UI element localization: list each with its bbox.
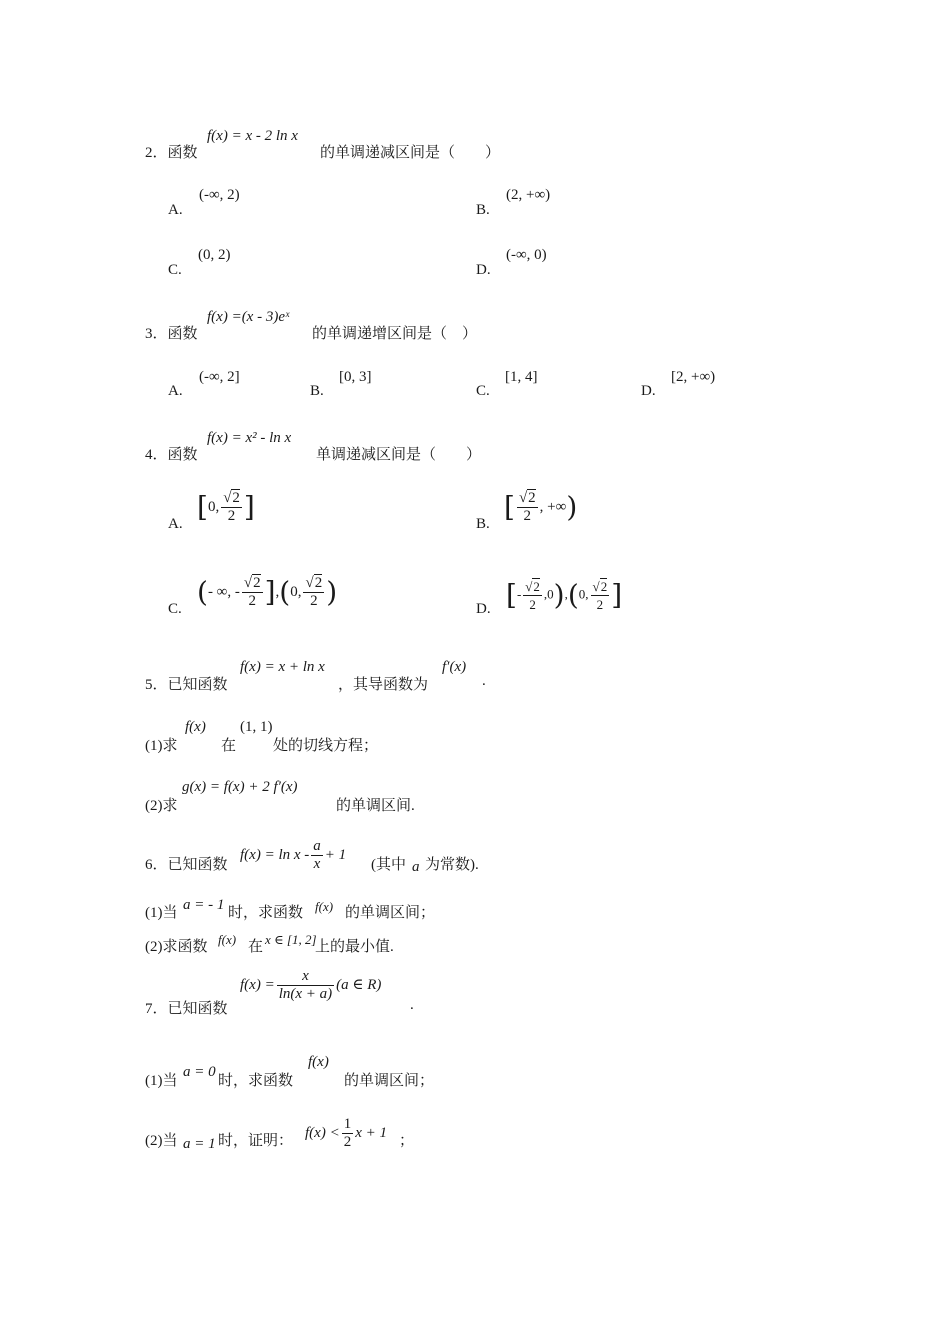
q4-option-c-label: C.: [168, 601, 182, 617]
q7-number: 7．已知函数: [145, 1001, 228, 1017]
q5-mid: ，其导函数为: [338, 677, 429, 693]
q7-p2-lhs: f(x) <: [305, 1124, 340, 1141]
q6-paren: (其中: [371, 857, 406, 873]
q6-paren-tail: 为常数).: [425, 857, 479, 873]
q2-option-b-label: B.: [476, 202, 490, 218]
q2-option-d-label: D.: [476, 262, 491, 278]
q6-p2-range: x ∈ [1, 2]: [265, 932, 317, 947]
q7-p2-rhs: x + 1: [355, 1124, 387, 1141]
q6-formula-lead: f(x) = ln x -: [240, 846, 310, 863]
q6-frac-num: a: [313, 838, 321, 854]
q7-p2-end: ；: [399, 1133, 415, 1149]
q4-option-d-label: D.: [476, 601, 491, 617]
q5-p1-point: (1, 1): [240, 719, 273, 735]
q7-cond: (a ∈ R): [336, 976, 382, 993]
q5-formula: f(x) = x + ln x: [240, 659, 325, 675]
q7-p1-f: f(x): [308, 1054, 329, 1070]
q3-option-c: [1, 4]: [505, 369, 538, 385]
q2-option-a: (-∞, 2): [199, 187, 240, 203]
q5-p1-mid: 在: [221, 738, 237, 754]
q6-p1-tail: 的单调区间；: [345, 905, 436, 921]
q3-option-b: [0, 3]: [339, 369, 372, 385]
q3-formula: f(x) =(x - 3)eˣ: [207, 309, 290, 325]
q7-p1-tail: 的单调区间；: [344, 1073, 435, 1089]
q4-option-b: [ $\frac{√2}{2}$ , +∞): [504, 490, 578, 524]
q7-p2-frac-den: 2: [343, 1134, 352, 1150]
q6-formula: [240, 838, 346, 873]
q6-frac-den: x: [313, 856, 321, 872]
q6-number: 6．已知函数: [145, 857, 228, 873]
q7-p2-cond: a = 1: [183, 1136, 216, 1152]
q6-plus: + 1: [324, 846, 347, 863]
q4-option-a-label: A.: [168, 516, 183, 532]
q5-p2-tail: 的单调区间.: [336, 798, 415, 814]
q7-formula-lead: f(x) =: [240, 976, 275, 993]
q5-p2-pre: (2)求: [145, 798, 178, 814]
q3-tail: 的单调递增区间是（ ）: [312, 326, 478, 342]
q3-option-d: [2, +∞): [671, 369, 716, 385]
q6-p2-f: f(x): [218, 932, 237, 947]
q5-p1-pre: (1)求: [145, 738, 178, 754]
q7-frac-den: ln(x + a): [278, 986, 333, 1002]
q7-p2-frac-num: 1: [343, 1116, 352, 1132]
q2-option-c-label: C.: [168, 262, 182, 278]
q3-number: 3．函数: [145, 326, 198, 342]
q4-number: 4．函数: [145, 447, 198, 463]
q3-option-b-label: B.: [310, 383, 324, 399]
q7-frac-num: x: [277, 968, 334, 986]
q4-option-c: (- ∞, - $\frac{√2}{2}$ ],(0, $\frac{√2}{2}$ ): [197, 575, 338, 609]
q7-p1-pre: (1)当: [145, 1073, 178, 1089]
q6-p2-tail: 上的最小值.: [315, 939, 394, 955]
q5-number: 5．已知函数: [145, 677, 228, 693]
q7-p1-cond: a = 0: [183, 1064, 216, 1080]
q3-option-a: (-∞, 2]: [199, 369, 240, 385]
q3-option-c-label: C.: [476, 383, 490, 399]
q5-p1-f: f(x): [185, 719, 206, 735]
q7-p1-mid: 时，求函数: [218, 1073, 294, 1089]
q6-p2-mid: 在: [248, 939, 264, 955]
q2-option-a-label: A.: [168, 202, 183, 218]
q4-option-b-label: B.: [476, 516, 490, 532]
q4-formula: f(x) = x² - ln x: [207, 430, 292, 446]
q3-option-a-label: A.: [168, 383, 183, 399]
q7-p2-pre: (2)当: [145, 1133, 178, 1149]
q4-tail: 单调递减区间是（ ）: [316, 447, 482, 463]
q2-option-c: (0, 2): [198, 247, 231, 263]
q7-formula: [240, 968, 381, 1003]
q6-p2-pre: (2)求函数: [145, 939, 208, 955]
q7-end: .: [410, 997, 414, 1013]
q6-a: a: [412, 859, 420, 875]
q2-stem: [145, 141, 198, 162]
q2-option-b: (2, +∞): [506, 187, 551, 203]
q6-p1-mid: 时，求函数: [228, 905, 304, 921]
q2-formula: f(x) = x - 2 ln x: [207, 128, 298, 144]
q5-p2-formula: g(x) = f(x) + 2 f′(x): [182, 779, 298, 795]
q6-p1-f: f(x): [315, 899, 334, 914]
q5-derivative: f′(x): [442, 659, 467, 675]
q2-number: 2．函数: [145, 145, 198, 161]
q6-p1-cond: a = - 1: [183, 897, 225, 913]
q5-p1-tail: 处的切线方程；: [273, 738, 379, 754]
q5-end: .: [482, 673, 486, 689]
q7-p2-inequality: [305, 1116, 387, 1151]
q3-option-d-label: D.: [641, 383, 656, 399]
q4-option-a: [0, $\frac{√2}{2}$ ]: [197, 490, 255, 524]
q2-option-d: (-∞, 0): [506, 247, 547, 263]
q4-option-d: [- $\frac{√2}{2}$ ,0),(0, $\frac{√2}{2}$ ]: [506, 578, 623, 612]
q7-p2-mid: 时，证明：: [218, 1133, 294, 1149]
q2-tail: 的单调递减区间是（ ）: [320, 145, 501, 161]
q6-p1-pre: (1)当: [145, 905, 178, 921]
